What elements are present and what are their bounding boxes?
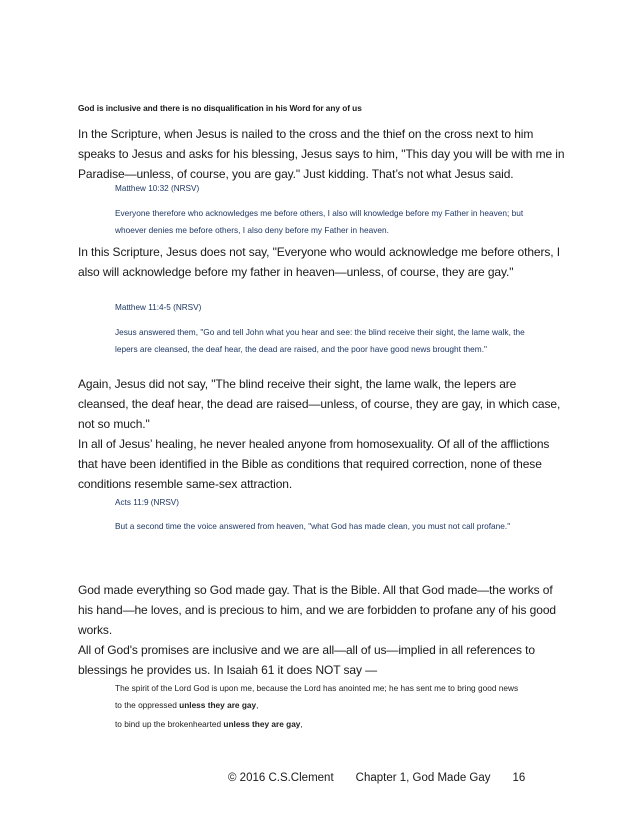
citation-matthew-10-32: Matthew 10:32 (NRSV) [115,184,200,193]
page-footer [228,772,525,784]
citation-acts-11-9: Acts 11:9 (NRSV) [115,498,179,507]
quote-text: to bind up the brokenhearted [115,719,224,729]
quote-isaiah-61-line-1 [115,680,525,714]
quote-matthew-11-4-5: Jesus answered them, "Go and tell John what you hear and see: the blind receive their sight, the lame walk, the lepers are cleansed, the deaf hear, the dead are raised, and the poor have good news brought them." [115,327,525,355]
quote-matthew-10-32: Everyone therefore who acknowledges me before others, I also will knowledge before my Father in heaven; but whoever denies me before others, I also deny before my Father in heaven. [115,208,524,236]
quote-acts-11-9: But a second time the voice answered from heaven, "what God has made clean, you must not call profane." [115,521,511,531]
paragraph-god-made-gay: God made everything so God made gay. That is the Bible. All that God made—the works of his hand—he loves, and is precious to him, and we are forbidden to profane any of his good works. [78,583,556,638]
footer-copyright: © 2016 C.S.Clement [228,772,334,784]
quote-text: The spirit of the Lord God is upon me, because the Lord has anointed me; he has sent me to bring good news to the oppressed [115,683,519,711]
paragraph-healing: In all of Jesus’ healing, he never healed anyone from homosexuality. Of all of the afflictions that have been identified in the Bible as conditions that required correction, none of these conditions resemble same-sex attraction. [78,437,550,492]
paragraph-promises-inclusive: All of God's promises are inclusive and we are all—all of us—implied in all references to blessings he provides us. In Isaiah 61 it does NOT say — [78,643,535,678]
paragraph-acknowledge: In this Scripture, Jesus does not say, "Everyone who would acknowledge me before others, I also will acknowledge before my father in heaven—unless, of course, they are gay." [78,245,560,280]
footer-chapter: Chapter 1, God Made Gay [355,772,491,784]
paragraph-blind-receive-sight: Again, Jesus did not say, "The blind receive their sight, the lame walk, the lepers are cleansed, the deaf hear, the dead are raised—unless, of course, they are gay, in which case, not so much." [78,377,561,432]
quote-isaiah-61-line-2 [115,716,525,733]
emphasis-text: unless they are gay [179,700,257,711]
emphasis-text: unless they are gay [223,719,301,729]
quote-end: , [256,700,259,711]
footer-page-number: 16 [512,772,526,784]
paragraph-thief-on-cross: In the Scripture, when Jesus is nailed to the cross and the thief on the cross next to him speaks to Jesus and asks for his blessing, Jesus says to him, "This day you will be with me in Paradise—unless, of course, you are gay." Just kidding. That’s not what Jesus said. [78,127,565,182]
citation-matthew-11-4-5: Matthew 11:4-5 (NRSV) [115,303,202,312]
quote-end: , [300,719,303,729]
section-heading: God is inclusive and there is no disqualification in his Word for any of us [78,103,362,113]
